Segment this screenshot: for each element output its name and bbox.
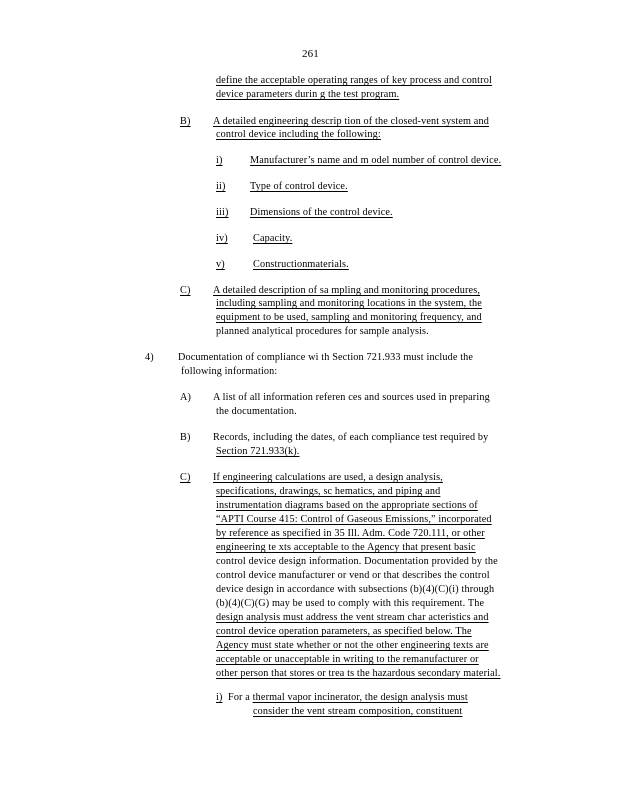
item-c-line-1: A detailed description of sa mpling and monitoring procedures, — [213, 285, 481, 296]
incinerator-label: i) — [216, 692, 223, 703]
item-a-line-2: the documentation. — [216, 406, 297, 417]
item-b-line-2: control device including the following: — [216, 129, 381, 140]
engineering-line-9: device design in accordance with subsections (b)(4)(C)(i) through — [216, 584, 495, 595]
subitem-iv-text: Capacity. — [253, 233, 293, 244]
engineering-line-5: by reference as specified in 35 Ill. Adm. Code 720.111, or other — [216, 528, 485, 539]
engineering-line-14: acceptable or unacceptable in writing to the remanufacturer or — [216, 654, 479, 665]
item-c-line-2: including sampling and monitoring locations in the system, the — [216, 298, 482, 309]
continuation-line-1: define the acceptable operating ranges of key process and control — [216, 75, 492, 86]
engineering-line-1: If engineering calculations are used, a design analysis, — [213, 472, 443, 483]
records-label: B) — [180, 432, 191, 443]
page-number: 261 — [302, 48, 319, 60]
item-a-line-1: A list of all information referen ces and sources used in preparing — [213, 392, 490, 403]
records-line-1: Records, including the dates, of each compliance test required by — [213, 432, 489, 443]
engineering-line-10: (b)(4)(C)(G) may be used to comply with this requirement. The — [216, 598, 485, 609]
item-4-label: 4) — [145, 352, 154, 363]
engineering-line-4: “APTI Course 415: Control of Gaseous Emissions,” incorporated — [216, 514, 492, 525]
item-a-label: A) — [180, 392, 192, 403]
engineering-line-8: control device manufacturer or vend or that describes the control — [216, 570, 490, 581]
incinerator-line-1-plain: For a — [228, 692, 253, 703]
item-b-label: B) — [180, 116, 191, 127]
records-line-2: Section 721.933(k). — [216, 446, 300, 457]
incinerator-line-1 — [228, 692, 468, 704]
engineering-line-11: design analysis must address the vent stream char acteristics and — [216, 612, 489, 623]
item-c-label: C) — [180, 285, 191, 296]
incinerator-line-2: consider the vent stream composition, constituent — [253, 706, 463, 717]
engineering-label: C) — [180, 472, 191, 483]
engineering-line-6: engineering te xts acceptable to the Agency that present basic — [216, 542, 476, 553]
engineering-line-3: instrumentation diagrams based on the appropriate sections of — [216, 500, 478, 511]
subitem-ii-label: ii) — [216, 181, 226, 192]
subitem-v-text: Constructionmaterials. — [253, 259, 349, 270]
engineering-line-15: other person that stores or trea ts the hazardous secondary material. — [216, 668, 501, 679]
engineering-line-7: control device design information. Documentation provided by the — [216, 556, 498, 567]
subitem-iii-label: iii) — [216, 207, 229, 218]
item-c-line-3: equipment to be used, sampling and monitoring frequency, and — [216, 312, 482, 323]
engineering-line-12: control device operation parameters, as specified below. The — [216, 626, 472, 637]
incinerator-line-1-underlined: thermal vapor incinerator, the design analysis must — [252, 692, 468, 703]
engineering-line-13: Agency must state whether or not the other engineering texts are — [216, 640, 489, 651]
item-4-line-1: Documentation of compliance wi th Section 721.933 must include the — [178, 352, 474, 363]
engineering-line-2: specifications, drawings, sc hematics, and piping and — [216, 486, 441, 497]
item-c-line-4: planned analytical procedures for sample analysis. — [216, 326, 429, 337]
subitem-ii-text: Type of control device. — [250, 181, 348, 192]
continuation-line-2: device parameters durin g the test program. — [216, 89, 400, 100]
subitem-v-label: v) — [216, 259, 225, 270]
subitem-iii-text: Dimensions of the control device. — [250, 207, 393, 218]
subitem-i-text: Manufacturer’s name and m odel number of control device. — [250, 155, 502, 166]
item-b-line-1: A detailed engineering descrip tion of the closed-vent system and — [213, 116, 489, 127]
item-4-line-2: following information: — [181, 366, 278, 377]
subitem-i-label: i) — [216, 155, 223, 166]
subitem-iv-label: iv) — [216, 233, 228, 244]
